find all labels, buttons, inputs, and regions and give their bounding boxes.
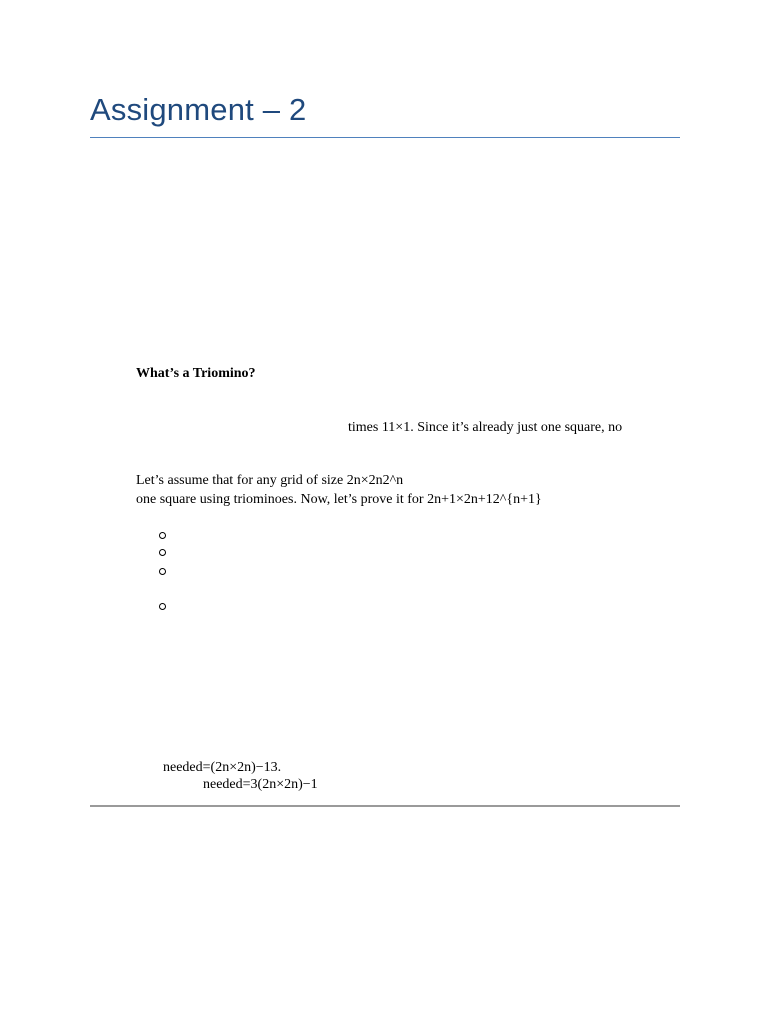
title-underline [90, 137, 680, 138]
body-line-times: times 11×1. Since it’s already just one square, no [348, 420, 623, 435]
hollow-circle-bullet-icon [159, 549, 166, 556]
hollow-circle-bullet-icon [159, 568, 166, 575]
bottom-divider [90, 805, 680, 807]
body-line-assume: Let’s assume that for any grid of size 2n×2n2^n [136, 473, 404, 488]
list-bullet-1 [157, 530, 167, 540]
section-heading: What’s a Triomino? [136, 366, 256, 381]
list-bullet-4 [157, 601, 167, 611]
body-line-prove: one square using triominoes. Now, let’s prove it for 2n+1×2n+12^{n+1} [136, 492, 542, 507]
hollow-circle-bullet-icon [159, 532, 166, 539]
formula-needed-2: needed=3(2n×2n)−1 [203, 777, 318, 792]
hollow-circle-bullet-icon [159, 603, 166, 610]
formula-needed-1: needed=(2n×2n)−13. [163, 760, 282, 775]
list-bullet-3 [157, 566, 167, 576]
document-title: Assignment – 2 [90, 92, 307, 127]
list-bullet-2 [157, 547, 167, 557]
